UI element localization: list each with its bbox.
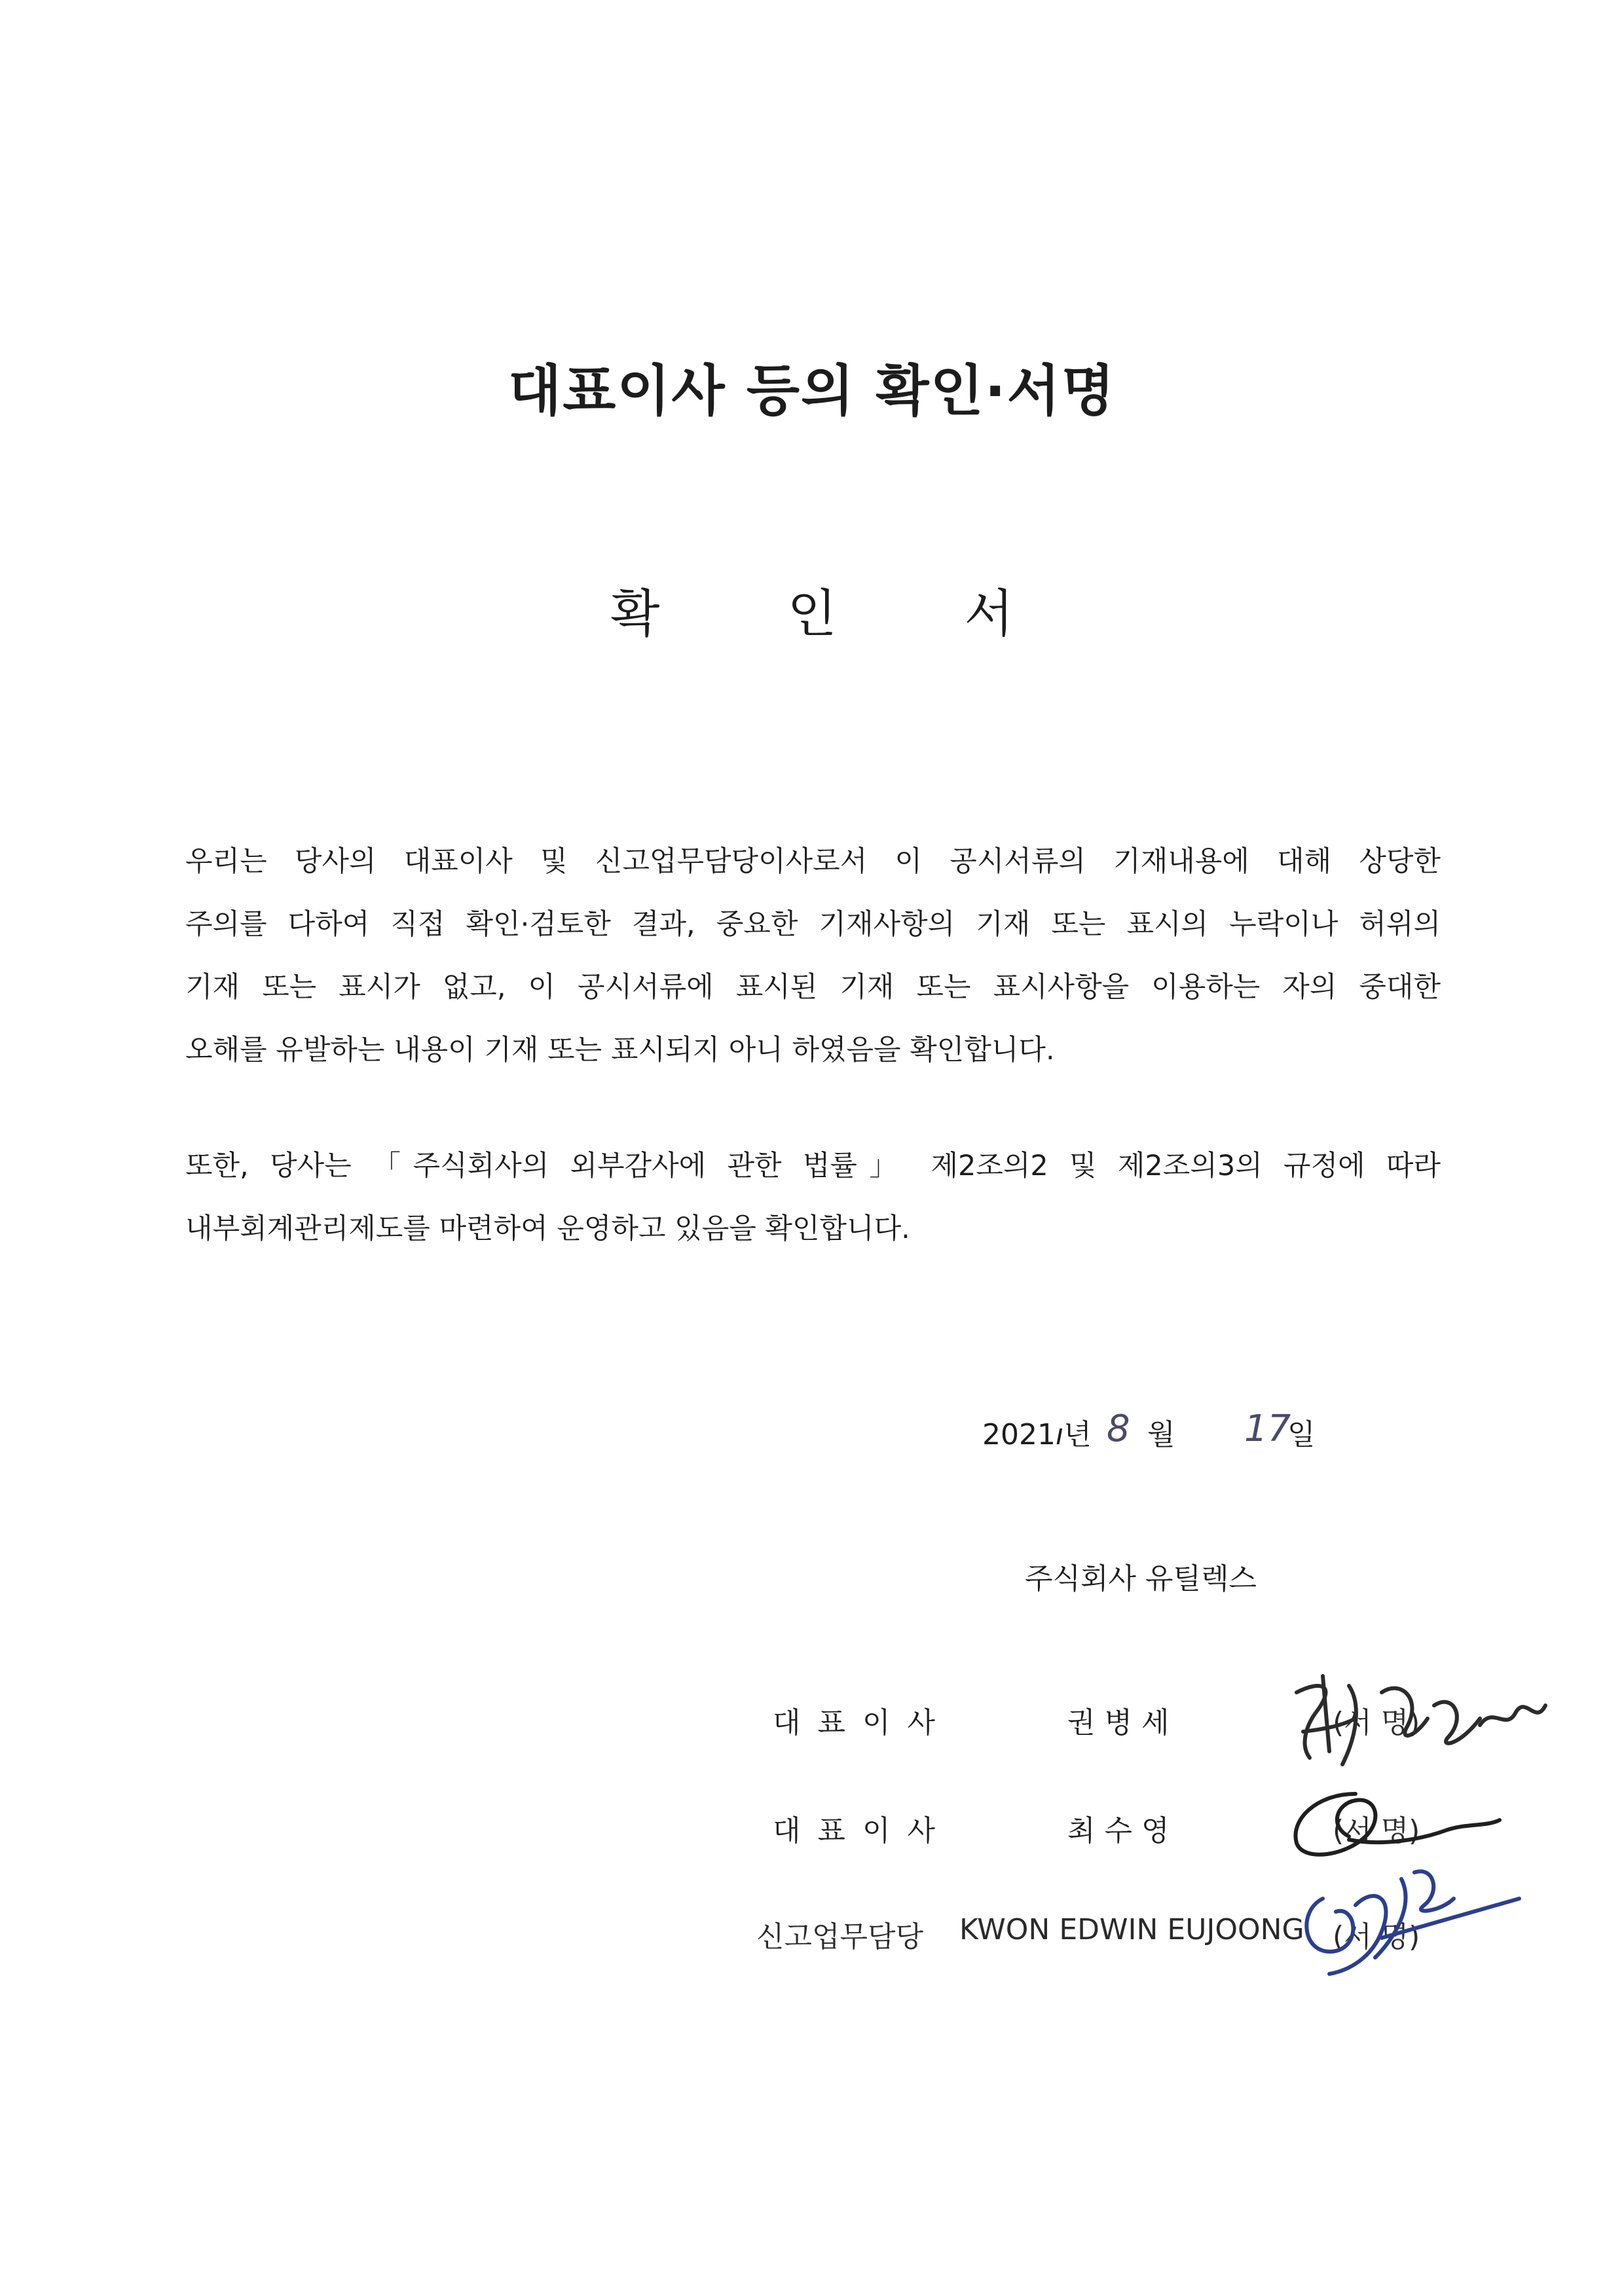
- company-name: 주식회사 유틸렉스: [1025, 1562, 1257, 1595]
- signature-mark-1: [1283, 1666, 1559, 1777]
- date-month-handwritten: 8: [1107, 1408, 1130, 1450]
- signatory2-sign-label: (서 명): [1333, 1814, 1420, 1848]
- paragraph1-line3: 기재 또는 표시가 없고, 이 공시서류에 표시된 기재 또는 표시사항을 이용하는 자의 중대한: [185, 971, 1441, 1004]
- paragraph1-line1: 우리는 당사의 대표이사 및 신고업무담당이사로서 이 공시서류의 기재내용에 대해 상당한: [185, 845, 1441, 878]
- paragraph1-line4: 오해를 유발하는 내용이 기재 또는 표시되지 아니 하였음을 확인합니다.: [185, 1034, 1055, 1066]
- signatory3-name: KWON EDWIN EUJOONG: [959, 1913, 1304, 1946]
- signatory1-sign-label: (서 명): [1333, 1706, 1420, 1740]
- signature-mark-3: [1283, 1859, 1532, 1984]
- date-day-label: 일: [1287, 1418, 1316, 1451]
- signatory1-name: 권병세: [1067, 1706, 1179, 1740]
- date-month-label: 월: [1147, 1418, 1175, 1451]
- paragraph1-line2: 주의를 다하여 직접 확인·검토한 결과, 중요한 기재사항의 기재 또는 표시의 누락이나 허위의: [185, 908, 1441, 941]
- date-year-printed: 2021: [982, 1418, 1056, 1451]
- signatory3-sign-label: (서 명): [1333, 1920, 1420, 1954]
- date-year-hand: ı: [1055, 1418, 1064, 1451]
- paragraph2-line1: 또한, 당사는 「주식회사의 외부감사에 관한 법률」 제2조의2 및 제2조의3의 규정에 따라: [185, 1150, 1441, 1182]
- document-title: 대표이사 등의 확인·서명: [508, 359, 1116, 423]
- paragraph2-line2: 내부회계관리제도를 마련하여 운영하고 있음을 확인합니다.: [185, 1212, 910, 1245]
- signatory2-role: 대표이사: [773, 1814, 953, 1848]
- date-year-label: 년: [1063, 1418, 1092, 1451]
- document-subtitle: 확 인 서: [610, 585, 1014, 644]
- signatory2-name: 최수영: [1067, 1814, 1179, 1848]
- signature-mark-2: [1277, 1781, 1513, 1872]
- signatory3-role: 신고업무담당: [756, 1920, 924, 1954]
- date-year: [982, 1411, 1092, 1453]
- date-day-handwritten: 17: [1244, 1408, 1291, 1450]
- signatory1-role: 대표이사: [773, 1706, 953, 1740]
